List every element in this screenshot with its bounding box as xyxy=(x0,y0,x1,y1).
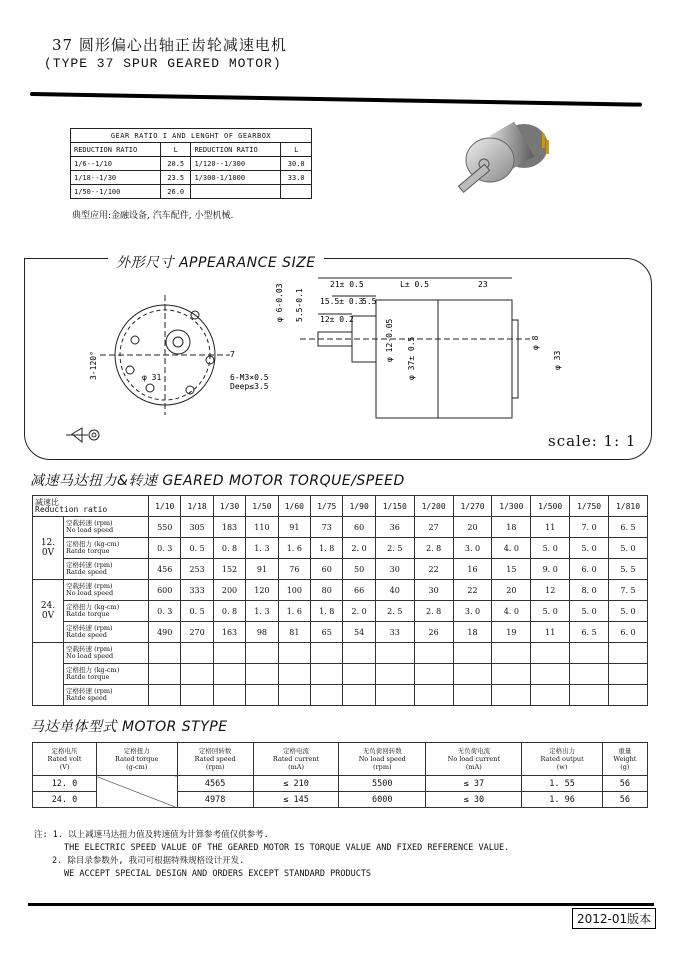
value-cell xyxy=(609,643,648,664)
value-cell xyxy=(375,685,414,706)
dim-phi12: φ 12-0.05 xyxy=(385,318,394,362)
row-label-en: Ratde torque xyxy=(66,610,110,618)
appearance-title: 外形尺寸 APPEARANCE SIZE xyxy=(108,252,324,272)
value-cell: 19 xyxy=(492,622,531,643)
value-cell: 6. 0 xyxy=(609,622,648,643)
stype-header-unit: (rpm) xyxy=(373,763,392,771)
value-cell xyxy=(531,664,570,685)
stype-header xyxy=(339,743,426,776)
value-cell: 5. 0 xyxy=(570,601,609,622)
value-cell: 11 xyxy=(531,517,570,538)
stype-header xyxy=(177,743,253,776)
row-label-cn: 空载转速 (rpm) xyxy=(66,519,113,527)
value-cell: 80 xyxy=(311,580,343,601)
stype-header-en: Rated current xyxy=(272,755,320,763)
motor-photo xyxy=(436,112,566,212)
value-cell xyxy=(278,664,310,685)
value-cell xyxy=(570,685,609,706)
value-cell: 50 xyxy=(343,559,375,580)
value-cell: 4978 xyxy=(177,792,253,808)
table-row xyxy=(33,622,648,643)
value-cell: 110 xyxy=(246,517,278,538)
stype-header-en: Rated torque xyxy=(115,755,159,763)
value-cell: 54 xyxy=(343,622,375,643)
row-label xyxy=(64,580,149,601)
value-cell: 8. 0 xyxy=(570,580,609,601)
value-cell: 20 xyxy=(453,517,492,538)
stype-header-cn: 定格电压 xyxy=(51,747,78,755)
torque-speed-table xyxy=(32,495,648,706)
value-cell: 56 xyxy=(602,776,647,792)
value-cell xyxy=(149,685,181,706)
value-cell xyxy=(343,643,375,664)
value-cell xyxy=(414,685,453,706)
ratio-header: 1/60 xyxy=(278,496,310,517)
gear-ratio-table xyxy=(70,128,312,199)
dim-L: L± 0.5 xyxy=(400,280,429,289)
ratio-header: 1/300 xyxy=(492,496,531,517)
value-cell: 1. 6 xyxy=(278,538,310,559)
ratio-label xyxy=(33,496,149,517)
value-cell xyxy=(609,685,648,706)
stype-header-cn: 无负荷回转数 xyxy=(362,747,402,755)
ratio-header: 1/150 xyxy=(375,496,414,517)
table-row xyxy=(71,185,312,199)
table-row xyxy=(33,559,648,580)
dim-15-5: 15.5± 0.3 xyxy=(320,297,364,306)
row-label-cn: 定格转速 (rpm) xyxy=(66,687,113,695)
value-cell: 5. 0 xyxy=(609,601,648,622)
value-cell: ≤ 30 xyxy=(426,792,522,808)
stype-header-cn: 定格扭力 xyxy=(123,747,150,755)
row-label-cn: 定格扭力 (kg-cm) xyxy=(66,603,120,611)
dim-phi31: φ 31 xyxy=(142,373,162,382)
value-cell: 490 xyxy=(149,622,181,643)
value-cell xyxy=(311,664,343,685)
value-cell: 600 xyxy=(149,580,181,601)
value-cell: 5. 0 xyxy=(609,538,648,559)
row-label-en: Ratde torque xyxy=(66,547,110,555)
value-cell: 1. 3 xyxy=(246,538,278,559)
front-view xyxy=(100,295,230,415)
value-cell: 30 xyxy=(414,580,453,601)
value-cell: 30 xyxy=(375,559,414,580)
ratio-header: 1/500 xyxy=(531,496,570,517)
value-cell xyxy=(311,643,343,664)
value-cell: 7. 5 xyxy=(609,580,648,601)
dim-7: 7 xyxy=(230,350,235,359)
value-cell xyxy=(453,643,492,664)
value-cell: 0. 3 xyxy=(149,601,181,622)
value-cell xyxy=(531,685,570,706)
stype-header-cn: 定格出力 xyxy=(549,747,576,755)
row-label-cn: 定格扭力 (kg-cm) xyxy=(66,666,120,674)
table-row xyxy=(33,776,648,792)
stype-header xyxy=(426,743,522,776)
row-label xyxy=(64,685,149,706)
value-cell: 183 xyxy=(213,517,245,538)
value-cell: 56 xyxy=(602,792,647,808)
value-cell: 3. 0 xyxy=(453,538,492,559)
ratio-header: 1/200 xyxy=(414,496,453,517)
value-cell: 1. 55 xyxy=(522,776,602,792)
value-cell xyxy=(213,664,245,685)
notes xyxy=(34,829,509,881)
value-cell: 98 xyxy=(246,622,278,643)
row-label-en: Ratde speed xyxy=(66,631,107,639)
value-cell: 5500 xyxy=(339,776,426,792)
value-cell: 253 xyxy=(181,559,213,580)
row-label-en: No load speed xyxy=(66,589,114,597)
value-cell: 6. 5 xyxy=(570,622,609,643)
col-l: L xyxy=(160,143,191,157)
value-cell xyxy=(570,643,609,664)
row-label-en: Ratde speed xyxy=(66,568,107,576)
note-1-cn-text: 1. 以上减速马达扭力值及转速值为计算参考值仅供参考. xyxy=(52,830,269,840)
value-cell: 0. 3 xyxy=(149,538,181,559)
value-cell: 270 xyxy=(181,622,213,643)
value-cell: 2. 8 xyxy=(414,601,453,622)
value-cell: 27 xyxy=(414,517,453,538)
length-cell: 23.5 xyxy=(160,171,191,185)
value-cell xyxy=(453,664,492,685)
footer-divider xyxy=(28,903,654,906)
stype-header-unit: (mA) xyxy=(465,763,482,771)
value-cell xyxy=(343,685,375,706)
value-cell xyxy=(181,685,213,706)
value-cell: 65 xyxy=(311,622,343,643)
dim-phi37: φ 37± 0.5 xyxy=(407,336,416,380)
stype-header-unit: (V) xyxy=(59,763,70,771)
length-cell: 30.0 xyxy=(281,157,312,171)
value-cell: 6. 5 xyxy=(609,517,648,538)
value-cell: 3. 0 xyxy=(453,601,492,622)
diagonal-cell xyxy=(96,776,177,808)
ratio-header: 1/270 xyxy=(453,496,492,517)
row-label xyxy=(64,622,149,643)
ratio-header: 1/50 xyxy=(246,496,278,517)
length-cell: 20.5 xyxy=(160,157,191,171)
notes-prefix: 注: xyxy=(34,830,48,840)
value-cell xyxy=(213,685,245,706)
stype-header-en: No load current xyxy=(447,755,501,763)
row-label-cn: 空载转速 (rpm) xyxy=(66,582,113,590)
gear-ratio-caption: GEAR RATIO I AND LENGHT OF GEARBOX xyxy=(71,129,312,143)
value-cell: 81 xyxy=(278,622,310,643)
length-cell: 26.0 xyxy=(160,185,191,199)
ratio-header: 1/75 xyxy=(311,496,343,517)
ratio-header: 1/90 xyxy=(343,496,375,517)
value-cell: 18 xyxy=(453,622,492,643)
dim-23: 23 xyxy=(478,280,488,289)
value-cell xyxy=(570,664,609,685)
appearance-drawing xyxy=(30,270,650,455)
value-cell xyxy=(531,643,570,664)
scale-label: scale: 1: 1 xyxy=(548,432,637,450)
stype-header-cn: 无负荷电流 xyxy=(457,747,491,755)
ratio-cell: 1/18--1/30 xyxy=(71,171,161,185)
value-cell: 5. 0 xyxy=(531,538,570,559)
row-label-cn: 定格转速 (rpm) xyxy=(66,624,113,632)
table-row xyxy=(71,157,312,171)
value-cell: 36 xyxy=(375,517,414,538)
value-cell: 120 xyxy=(246,580,278,601)
stype-header-cn: 定格电流 xyxy=(283,747,310,755)
value-cell: 22 xyxy=(414,559,453,580)
value-cell: 60 xyxy=(343,517,375,538)
voltage-cell: 12. 0V xyxy=(33,517,64,580)
value-cell xyxy=(278,643,310,664)
value-cell: 305 xyxy=(181,517,213,538)
stype-header-unit: (mA) xyxy=(288,763,305,771)
stype-header-unit: (g) xyxy=(620,763,630,771)
row-label xyxy=(64,538,149,559)
value-cell xyxy=(213,643,245,664)
note-2-cn: 2. 除目录参数外, 我司可根据特殊规格设计开发. xyxy=(52,856,245,866)
row-label xyxy=(64,517,149,538)
version-label: 2012-01版本 xyxy=(572,908,656,929)
value-cell: 1. 96 xyxy=(522,792,602,808)
value-cell: 6. 0 xyxy=(570,559,609,580)
value-cell: 5. 0 xyxy=(531,601,570,622)
ratio-cell: 1/6--1/10 xyxy=(71,157,161,171)
value-cell xyxy=(414,643,453,664)
dim-3-120: 3-120° xyxy=(89,351,98,380)
dim-5-5-tol: 5.5-0.1 xyxy=(295,288,304,322)
stype-section-title: 马达单体型式 MOTOR STYPE xyxy=(30,719,228,735)
value-cell: 1. 8 xyxy=(311,601,343,622)
voltage-cell: 24. 0V xyxy=(33,580,64,643)
value-cell xyxy=(246,643,278,664)
value-cell: 33 xyxy=(375,622,414,643)
table-row xyxy=(33,601,648,622)
value-cell: 456 xyxy=(149,559,181,580)
table-row xyxy=(33,538,648,559)
value-cell xyxy=(278,685,310,706)
stype-header-en: Rated volt xyxy=(47,755,82,763)
typical-application: 典型应用:金融设备, 汽车配件, 小型机械. xyxy=(72,211,234,221)
value-cell: ≤ 37 xyxy=(426,776,522,792)
title-en: (TYPE 37 SPUR GEARED MOTOR) xyxy=(44,56,282,71)
table-row xyxy=(33,664,648,685)
stype-header xyxy=(33,743,97,776)
row-label xyxy=(64,664,149,685)
value-cell: 1. 3 xyxy=(246,601,278,622)
note-1-en: THE ELECTRIC SPEED VALUE OF THE GEARED MOTOR IS TORQUE VALUE AND FIXED REFERENCE VALUE. xyxy=(64,843,510,853)
row-label-en: Ratde speed xyxy=(66,694,107,702)
value-cell: 20 xyxy=(492,580,531,601)
value-cell: 0. 8 xyxy=(213,538,245,559)
value-cell xyxy=(149,664,181,685)
value-cell: 15 xyxy=(492,559,531,580)
note-2-en: WE ACCEPT SPECIAL DESIGN AND ORDERS EXCEPT STANDARD PRODUCTS xyxy=(64,869,372,879)
value-cell: 60 xyxy=(311,559,343,580)
dim-phi8: φ 8 xyxy=(531,335,540,350)
ratio-cell: 1/50--1/100 xyxy=(71,185,161,199)
row-label-cn: 空载转速 (rpm) xyxy=(66,645,113,653)
title-cn: 37 圆形偏心出轴正齿轮减速电机 xyxy=(52,36,287,54)
value-cell: 26 xyxy=(414,622,453,643)
value-cell xyxy=(375,643,414,664)
stype-header-unit: (rpm) xyxy=(205,763,225,771)
value-cell: 9. 0 xyxy=(531,559,570,580)
value-cell: ≤ 145 xyxy=(253,792,339,808)
value-cell xyxy=(343,664,375,685)
stype-header xyxy=(602,743,647,776)
stype-header-en: Rated speed xyxy=(194,755,236,763)
length-cell xyxy=(281,185,312,199)
value-cell: 5. 5 xyxy=(609,559,648,580)
value-cell: 4565 xyxy=(177,776,253,792)
value-cell: 4. 0 xyxy=(492,601,531,622)
voltage-cell xyxy=(33,643,64,706)
row-label-en: No load speed xyxy=(66,526,114,534)
table-row xyxy=(33,580,648,601)
value-cell: 550 xyxy=(149,517,181,538)
value-cell: 333 xyxy=(181,580,213,601)
value-cell: 163 xyxy=(213,622,245,643)
row-label xyxy=(64,601,149,622)
stype-header-en: No load speed xyxy=(358,755,406,763)
stype-header-en: Rated output xyxy=(540,755,584,763)
value-cell: 1. 6 xyxy=(278,601,310,622)
ratio-cell: 1/120--1/300 xyxy=(191,157,281,171)
ratio-cell: 1/300-1/1000 xyxy=(191,171,281,185)
ratio-header: 1/10 xyxy=(149,496,181,517)
value-cell: 12. 0 xyxy=(33,776,97,792)
value-cell: 0. 5 xyxy=(181,601,213,622)
value-cell: 0. 8 xyxy=(213,601,245,622)
value-cell xyxy=(453,685,492,706)
ratio-header: 1/18 xyxy=(181,496,213,517)
value-cell: 40 xyxy=(375,580,414,601)
value-cell xyxy=(375,664,414,685)
dim-phi6: φ 6-0.03 xyxy=(275,283,284,322)
value-cell: 200 xyxy=(213,580,245,601)
value-cell: 11 xyxy=(531,622,570,643)
row-label-en: Ratde torque xyxy=(66,673,110,681)
value-cell: 73 xyxy=(311,517,343,538)
value-cell: 1. 8 xyxy=(311,538,343,559)
value-cell xyxy=(311,685,343,706)
row-label xyxy=(64,643,149,664)
stype-header-unit: (g-cm) xyxy=(126,763,148,771)
header-divider xyxy=(30,92,642,107)
stype-header-cn: 重量 xyxy=(618,747,632,755)
value-cell xyxy=(149,643,181,664)
value-cell: 91 xyxy=(246,559,278,580)
row-label-en: No load speed xyxy=(66,652,114,660)
ratio-header: 1/750 xyxy=(570,496,609,517)
stype-header xyxy=(96,743,177,776)
row-label-cn: 定格转速 (rpm) xyxy=(66,561,113,569)
value-cell: 76 xyxy=(278,559,310,580)
length-cell: 33.0 xyxy=(281,171,312,185)
motor-stype-table xyxy=(32,742,648,808)
ratio-cell xyxy=(191,185,281,199)
value-cell: 2. 8 xyxy=(414,538,453,559)
value-cell: 24. 0 xyxy=(33,792,97,808)
value-cell: 2. 5 xyxy=(375,601,414,622)
ratio-header: 1/30 xyxy=(213,496,245,517)
note-1-cn xyxy=(34,829,509,842)
value-cell: 2. 0 xyxy=(343,601,375,622)
dim-depth: Deep≤3.5 xyxy=(230,382,269,391)
value-cell xyxy=(492,685,531,706)
dim-thread: 6-M3×0.5 xyxy=(230,373,269,382)
value-cell: 2. 5 xyxy=(375,538,414,559)
row-label xyxy=(64,559,149,580)
stype-header-en: Weight xyxy=(613,755,637,763)
table-row xyxy=(33,685,648,706)
table-row xyxy=(71,171,312,185)
dim-5-5: 5.5 xyxy=(362,297,377,306)
ratio-label-en: Reduction ratio xyxy=(35,505,108,514)
value-cell xyxy=(609,664,648,685)
col-ratio: REDUCTION RATIO xyxy=(191,143,281,157)
value-cell: 18 xyxy=(492,517,531,538)
projection-symbol-icon xyxy=(66,428,99,442)
dim-12: 12± 0.2 xyxy=(320,315,354,324)
value-cell xyxy=(246,685,278,706)
value-cell xyxy=(246,664,278,685)
value-cell: ≤ 210 xyxy=(253,776,339,792)
table-row xyxy=(33,643,648,664)
torque-section-title: 减速马达扭力&转速 GEARED MOTOR TORQUE/SPEED xyxy=(30,473,405,489)
ratio-header: 1/810 xyxy=(609,496,648,517)
col-l: L xyxy=(281,143,312,157)
value-cell xyxy=(492,643,531,664)
ratio-label-cn: 减速比 xyxy=(35,498,59,507)
value-cell xyxy=(181,664,213,685)
stype-header xyxy=(522,743,602,776)
stype-header xyxy=(253,743,339,776)
stype-header-cn: 定格回转数 xyxy=(198,747,232,755)
row-label-cn: 定格扭力 (kg-cm) xyxy=(66,540,120,548)
value-cell: 66 xyxy=(343,580,375,601)
value-cell: 7. 0 xyxy=(570,517,609,538)
value-cell: 100 xyxy=(278,580,310,601)
value-cell: 0. 5 xyxy=(181,538,213,559)
value-cell: 4. 0 xyxy=(492,538,531,559)
value-cell: 5. 0 xyxy=(570,538,609,559)
value-cell: 16 xyxy=(453,559,492,580)
value-cell: 152 xyxy=(213,559,245,580)
value-cell xyxy=(181,643,213,664)
value-cell: 22 xyxy=(453,580,492,601)
col-ratio: REDUCTION RATIO xyxy=(71,143,161,157)
stype-header-unit: (w) xyxy=(556,763,568,771)
dim-phi33: φ 33 xyxy=(553,350,562,370)
value-cell: 6000 xyxy=(339,792,426,808)
value-cell: 2. 0 xyxy=(343,538,375,559)
value-cell xyxy=(492,664,531,685)
dim-21: 21± 0.5 xyxy=(330,280,364,289)
value-cell: 91 xyxy=(278,517,310,538)
value-cell xyxy=(414,664,453,685)
table-row xyxy=(33,517,648,538)
value-cell: 12 xyxy=(531,580,570,601)
